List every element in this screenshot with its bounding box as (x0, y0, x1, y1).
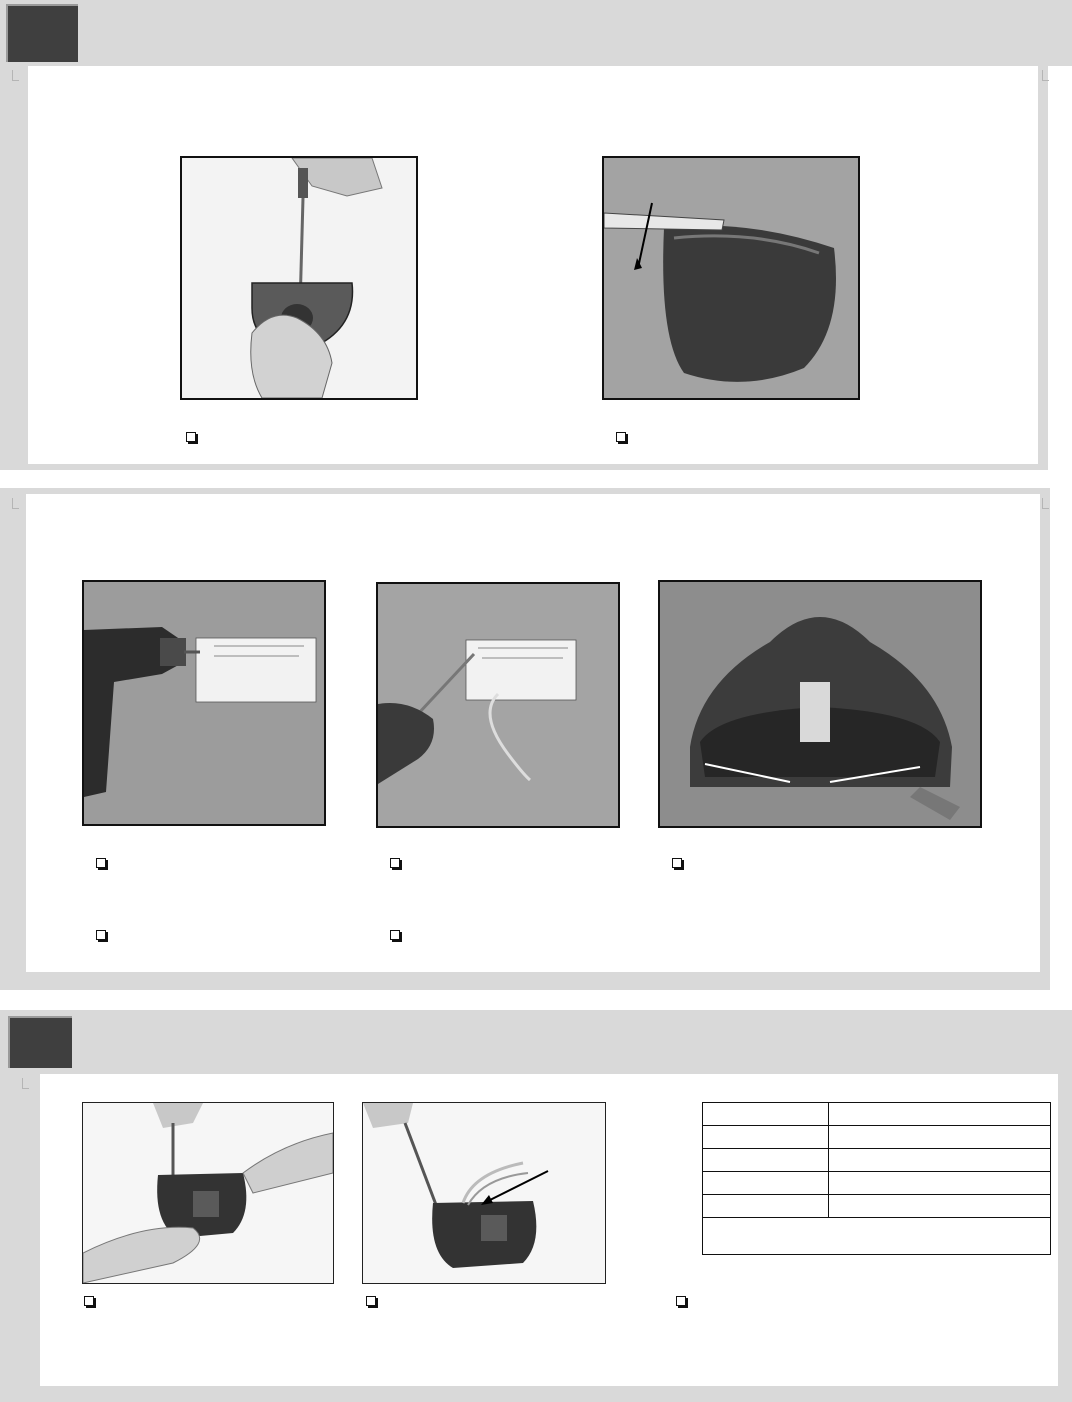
checklist-checkbox[interactable] (390, 930, 400, 940)
screwdriver-base-photo (180, 156, 418, 400)
table-row (703, 1149, 1051, 1172)
checklist-checkbox[interactable] (616, 432, 626, 442)
checklist-checkbox[interactable] (96, 858, 106, 868)
step-badge (6, 4, 78, 62)
table-cell (829, 1126, 1051, 1149)
corner-mark (12, 70, 19, 81)
section-header-panel (0, 1010, 1072, 1070)
checklist-checkbox[interactable] (676, 1296, 686, 1306)
drill-template-photo (82, 580, 326, 826)
spec-table (702, 1102, 1051, 1255)
table-row (703, 1103, 1051, 1126)
wire-routing-illustration (363, 1103, 605, 1283)
table-row (703, 1218, 1051, 1255)
circuit-board-photo (82, 1102, 334, 1284)
checklist-checkbox[interactable] (390, 858, 400, 868)
table-row (703, 1126, 1051, 1149)
circuit-board-illustration (83, 1103, 333, 1283)
checklist-checkbox[interactable] (96, 930, 106, 940)
corner-mark (12, 498, 19, 509)
table-row (703, 1195, 1051, 1218)
screwdriver-template-photo (376, 582, 620, 828)
table-cell (703, 1195, 829, 1218)
corner-mark (22, 1078, 29, 1089)
section-header-panel (0, 0, 1072, 66)
checklist-checkbox[interactable] (366, 1296, 376, 1306)
corner-mark (1042, 70, 1049, 81)
cover-clips-illustration (660, 582, 980, 826)
table-row (703, 1172, 1051, 1195)
table-cell (829, 1103, 1051, 1126)
table-cell (703, 1218, 1051, 1255)
table-cell (829, 1172, 1051, 1195)
checklist-checkbox[interactable] (672, 858, 682, 868)
wire-routing-photo (362, 1102, 606, 1284)
table-cell (703, 1172, 829, 1195)
table-cell (703, 1149, 829, 1172)
table-cell (829, 1195, 1051, 1218)
drill-template-illustration (84, 582, 324, 824)
table-cell (829, 1149, 1051, 1172)
corner-mark (1042, 498, 1049, 509)
screwdriver-template-illustration (378, 584, 618, 826)
table-cell (703, 1126, 829, 1149)
checklist-checkbox[interactable] (84, 1296, 94, 1306)
cover-clips-photo (658, 580, 982, 828)
screwdriver-base-illustration (182, 158, 416, 398)
cover-release-photo (602, 156, 860, 400)
step-badge (8, 1016, 72, 1068)
checklist-checkbox[interactable] (186, 432, 196, 442)
table-cell (703, 1103, 829, 1126)
cover-release-illustration (604, 158, 858, 398)
